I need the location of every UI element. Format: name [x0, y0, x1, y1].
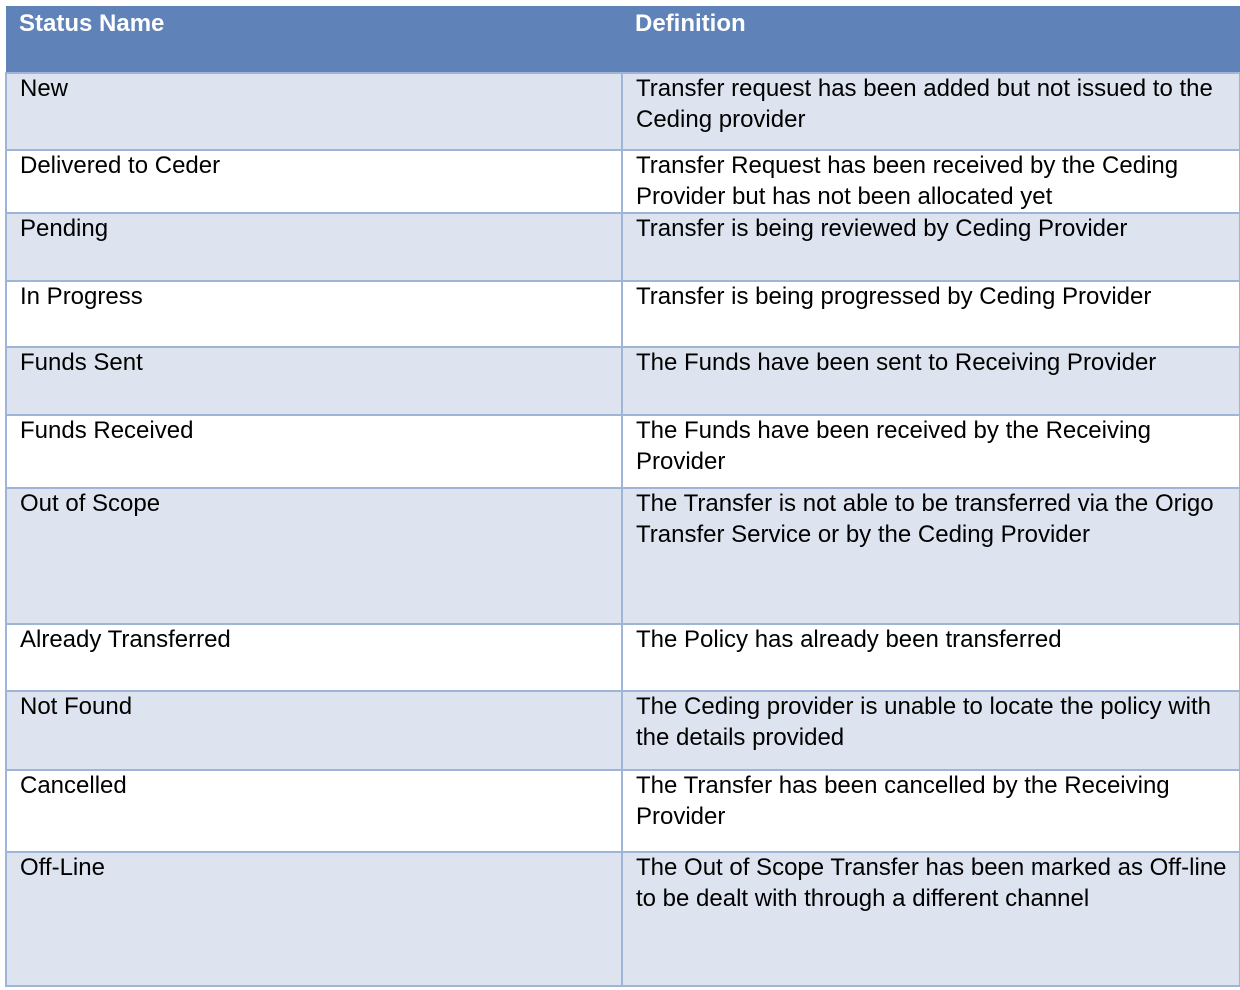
- definition-cell: Transfer request has been added but not issued to the Ceding provider: [622, 73, 1240, 150]
- table-row: [6, 691, 1240, 770]
- table-row: [6, 624, 1240, 691]
- table-header-row: [6, 6, 1240, 73]
- definition-cell: The Funds have been sent to Receiving Provider: [622, 347, 1240, 415]
- definition-cell: Transfer is being progressed by Ceding Provider: [622, 281, 1240, 347]
- status-name-cell: Cancelled: [6, 770, 622, 852]
- definition-cell: The Transfer is not able to be transferred via the Origo Transfer Service or by the Ceding Provider: [622, 488, 1240, 624]
- status-definitions-table: [5, 6, 1240, 987]
- table-row: [6, 73, 1240, 150]
- definition-cell: The Policy has already been transferred: [622, 624, 1240, 691]
- column-header-status-name: Status Name: [6, 6, 622, 73]
- status-name-cell: New: [6, 73, 622, 150]
- status-name-cell: Funds Sent: [6, 347, 622, 415]
- status-name-cell: Already Transferred: [6, 624, 622, 691]
- table-row: [6, 852, 1240, 986]
- definition-cell: The Transfer has been cancelled by the Receiving Provider: [622, 770, 1240, 852]
- table-row: [6, 150, 1240, 213]
- status-name-cell: Pending: [6, 213, 622, 281]
- table-row: [6, 281, 1240, 347]
- table-row: [6, 347, 1240, 415]
- table-row: [6, 488, 1240, 624]
- definition-cell: The Ceding provider is unable to locate the policy with the details provided: [622, 691, 1240, 770]
- status-name-cell: Funds Received: [6, 415, 622, 488]
- definition-cell: Transfer is being reviewed by Ceding Provider: [622, 213, 1240, 281]
- status-name-cell: Out of Scope: [6, 488, 622, 624]
- definition-cell: Transfer Request has been received by the Ceding Provider but has not been allocated yet: [622, 150, 1240, 213]
- status-name-cell: In Progress: [6, 281, 622, 347]
- status-name-cell: Delivered to Ceder: [6, 150, 622, 213]
- column-header-definition: Definition: [622, 6, 1240, 73]
- table-row: [6, 415, 1240, 488]
- table-row: [6, 770, 1240, 852]
- status-name-cell: Not Found: [6, 691, 622, 770]
- table-row: [6, 213, 1240, 281]
- definition-cell: The Out of Scope Transfer has been marked as Off-line to be dealt with through a different channel: [622, 852, 1240, 986]
- definition-cell: The Funds have been received by the Receiving Provider: [622, 415, 1240, 488]
- status-name-cell: Off-Line: [6, 852, 622, 986]
- status-definitions-table-container: [5, 6, 1239, 987]
